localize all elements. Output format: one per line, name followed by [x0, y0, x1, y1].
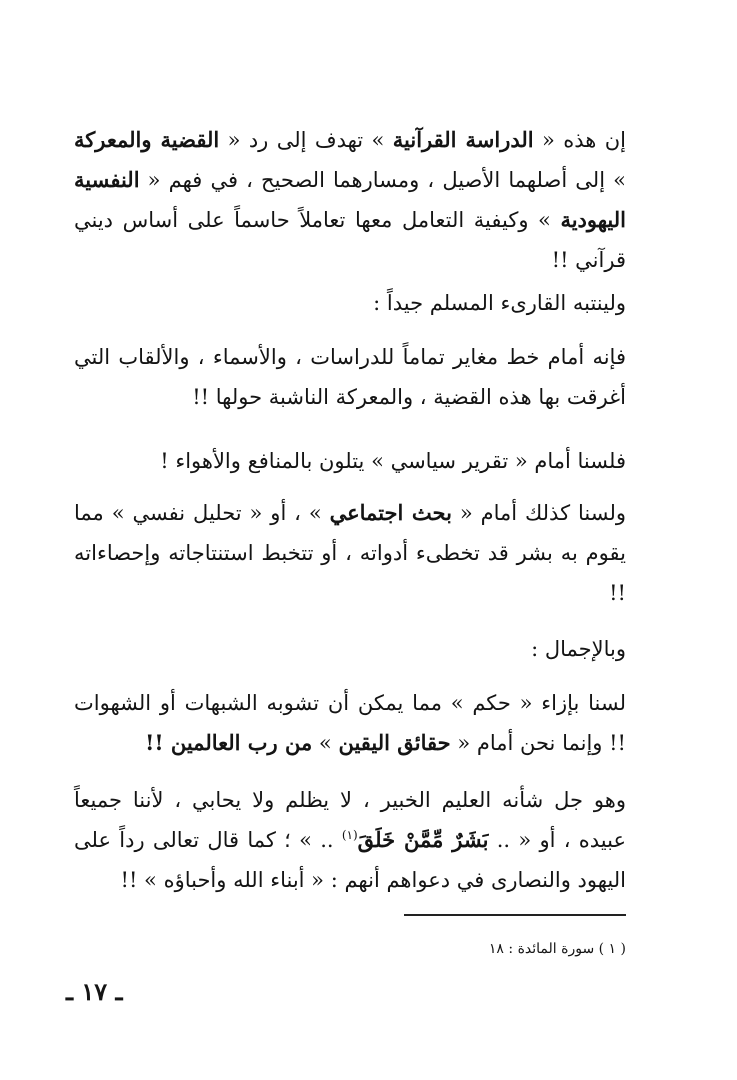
- bold-phrase-social-research: بحث اجتماعي: [329, 500, 452, 525]
- paragraph-facts-of-certainty: [74, 683, 626, 763]
- text-span: ولسنا كذلك أمام «: [451, 501, 626, 525]
- text-span: » تهدف إلى رد «: [219, 128, 393, 152]
- bold-phrase-facts-of-certainty: حقائق اليقين: [338, 730, 451, 755]
- text-span: » ، أو « تحليل نفسي » مما يقوم به بشر قد تخطىء أدواته ، أو تتخبط استنتاجاته وإحصاءاته !!: [74, 501, 626, 605]
- paragraph-not-political-report: فلسنا أمام « تقرير سياسي » يتلون بالمنافع والأهواء !: [160, 449, 626, 473]
- paragraph-intro: [74, 120, 626, 280]
- text-span: .. » ؛ كما قال تعالى رداً على اليهود والنصارى في دعواهم أنهم : « أبناء الله وأحباؤه » !!: [74, 828, 626, 892]
- text-span: » إلى أصلهما الأصيل ، ومسارهما الصحيح ، في فهم «: [139, 168, 626, 192]
- footnote-divider: [404, 914, 626, 916]
- bold-phrase-quran-quote: بَشَرٌ مِّمَّنْ خَلَقَ: [357, 827, 489, 852]
- footnote-reference: (١): [341, 828, 358, 842]
- text-span: لسنا بإزاء « حكم » مما يمكن أن تشوبه الشبهات أو الشهوات !! وإنما نحن أمام «: [74, 691, 626, 755]
- paragraph-all-knowing: [74, 780, 626, 900]
- paragraph-in-summary: وبالإجمال :: [531, 637, 626, 661]
- paragraph-reader-notice: ولينتبه القارىء المسلم جيداً :: [373, 291, 626, 315]
- page-number: ـ ١٧ ـ: [66, 977, 123, 1006]
- bold-phrase-jewish-psyche: النفسية اليهودية: [74, 167, 626, 232]
- text-span: » وكيفية التعامل معها تعاملاً حاسماً على أساس ديني قرآني !!: [74, 208, 626, 272]
- text-span: وهو جل شأنه العليم الخبير ، لا يظلم ولا يحابي ، لأننا جميعاً عبيده ، أو « ..: [74, 788, 626, 852]
- bold-phrase-quranic-study: الدراسة القرآنية: [392, 127, 534, 152]
- paragraph-not-social-research: [74, 493, 626, 613]
- paragraph-different-line: فإنه أمام خط مغاير تماماً للدراسات ، والأسماء ، والألقاب التي أغرقت بها هذه القضية ، والمعركة الناشبة حولها !!: [74, 345, 626, 409]
- bold-phrase-issue-and-battle: القضية والمعركة: [74, 127, 220, 152]
- footnote-text: ( ١ ) سورة المائدة : ١٨: [488, 941, 626, 957]
- text-span: إن هذه «: [533, 128, 627, 152]
- text-span: »: [312, 731, 339, 755]
- bold-phrase-lord-of-worlds: من رب العالمين !!: [145, 730, 313, 755]
